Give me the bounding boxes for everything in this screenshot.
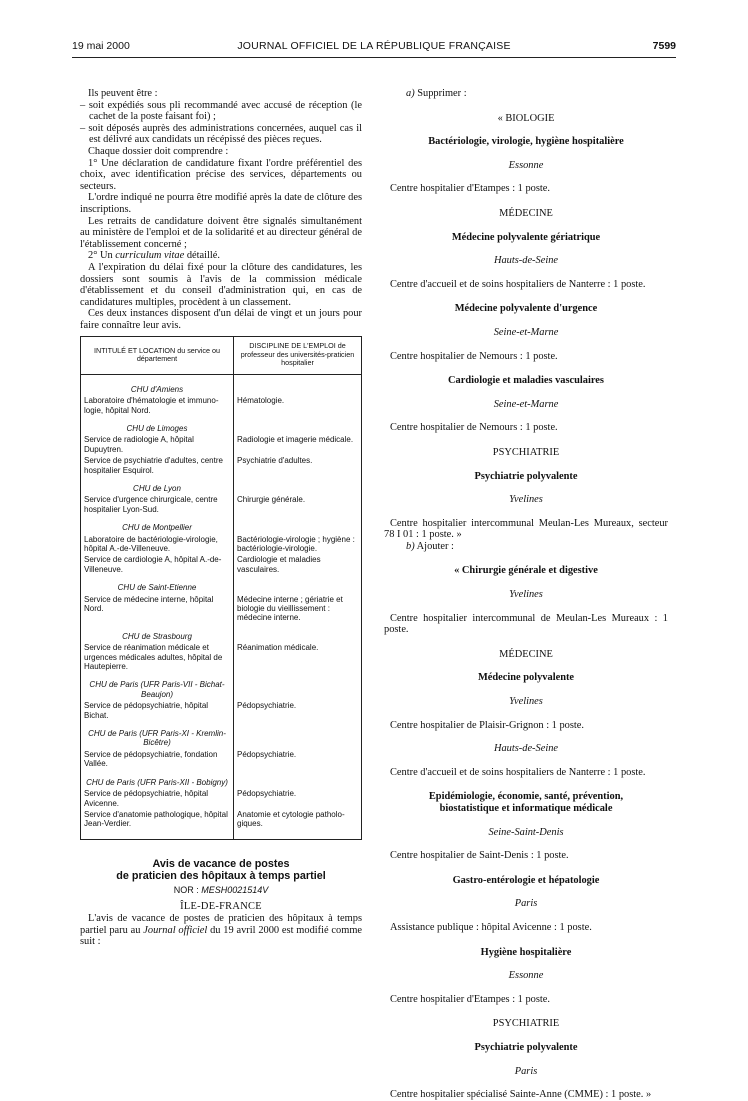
dept-sem-2: Seine-et-Marne — [493, 398, 559, 410]
b-text: Ajouter : — [414, 540, 454, 552]
supprimer-line — [384, 88, 668, 100]
page-header — [72, 40, 676, 56]
table-group-row — [81, 722, 362, 750]
avis-title — [80, 858, 362, 882]
dossier-text: Chaque dossier doit comprendre : — [88, 145, 229, 157]
table-row — [81, 535, 362, 556]
discipline-cell: Cardiologie et maladies vasculaires. — [237, 555, 321, 574]
table-empty-cell — [234, 722, 362, 750]
postes-table — [80, 336, 362, 839]
section-medecine-1: MÉDECINE — [499, 207, 553, 219]
chu-name: CHU de Limoges — [81, 417, 234, 435]
service-cell: Service de médecine interne, hôpital Nord. — [81, 595, 234, 625]
epidemio-line-1: Epidémiologie, économie, santé, prévention, — [428, 791, 624, 803]
avis-text — [80, 913, 362, 948]
table-row — [81, 789, 362, 810]
poste-nemours-2: Centre hospitalier de Nemours : 1 poste. — [390, 422, 558, 434]
table-row — [81, 750, 362, 771]
retraits-text: Les retraits de candidature doivent être signalés simultanément au ministère de l'emploi et de la solidarité et au directeur général de l'établissement concerné ; — [80, 215, 362, 250]
instances-text: Ces deux instances disposent d'un délai de vingt et un jours pour faire connaître leur avis. — [80, 308, 362, 331]
subsection-psypoly-1: Psychiatrie polyvalente — [474, 470, 578, 482]
left-column — [80, 88, 362, 948]
poste-saint-denis: Centre hospitalier de Saint-Denis : 1 poste. — [390, 850, 569, 862]
table-row — [81, 435, 362, 456]
poste-meulan-1: Centre hospitalier intercommunal Meulan-Les Mureaux, secteur 78 I 01 : 1 poste. » — [384, 517, 668, 541]
subsection-chirurgie: « Chirurgie générale et digestive — [454, 565, 598, 577]
chu-name: CHU de Paris (UFR Paris-XII - Bobigny) — [81, 771, 234, 789]
avis-text-prefix: L'avis de vacance de postes de praticien des hôpitaux à temps partiel paru au — [80, 912, 362, 936]
bullet-2: – soit déposés auprès des administrations concernées, auquel cas il est délivré aux candidats un récépissé des pièces reçues. — [80, 122, 362, 146]
section-medecine-2: MÉDECINE — [499, 648, 553, 660]
item-1: 1° Une déclaration de candidature fixant l'ordre préférentiel des choix, avec identification précise des services, départements ou secteurs. — [80, 157, 362, 192]
service-cell: Laboratoire d'hématologie et immuno-logie, hôpital Nord. — [81, 396, 234, 417]
expiration-text: A l'expiration du délai fixé pour la clôture des candidatures, les dossiers sont soumis à l'avis de la commission médicale d'établissement et du conseil d'administration qui, en cas de candidatures multiples, procèdent à un classement. — [80, 261, 362, 308]
poste-sainte-anne: Centre hospitalier spécialisé Sainte-Anne (CMME) : 1 poste. » — [390, 1089, 652, 1101]
table-group-row — [81, 417, 362, 435]
service-cell: Service d'anatomie pathologique, hôpital Jean-Verdier. — [81, 810, 234, 839]
avis-title-line-1: Avis de vacance de postes — [152, 857, 290, 870]
chu-name: CHU de Paris (UFR Paris-VII - Bichat-Beaujon) — [81, 673, 234, 701]
table-group-row — [81, 477, 362, 495]
chu-name: CHU d'Amiens — [81, 374, 234, 396]
header-rule — [72, 57, 676, 58]
table-group-row — [81, 374, 362, 396]
table-header-discipline: DISCIPLINE DE L'EMPLOI de professeur des universités-praticien hospitalier — [234, 337, 362, 374]
subsection-geriatrique: Médecine polyvalente gériatrique — [451, 231, 601, 243]
table-row — [81, 643, 362, 673]
table-empty-cell — [234, 625, 362, 643]
a-label: a) — [406, 88, 415, 99]
discipline-cell: Médecine interne ; gériatrie et biologie du vieillissement : médecine interne. — [237, 594, 343, 623]
table-row — [81, 701, 362, 722]
discipline-cell: Pédopsychiatrie. — [237, 749, 297, 759]
table-row — [81, 595, 362, 625]
dept-yvelines-1: Yvelines — [509, 494, 543, 506]
poste-plaisir: Centre hospitalier de Plaisir-Grignon : 1 poste. — [390, 719, 585, 731]
service-cell: Service de psychiatrie d'adultes, centre hospitalier Esquirol. — [81, 456, 234, 477]
item-2-prefix: 2° Un — [88, 250, 116, 262]
table-empty-cell — [234, 771, 362, 789]
service-cell: Service de pédopsychiatrie, fondation Vallée. — [81, 750, 234, 771]
discipline-cell: Radiologie et imagerie médicale. — [237, 435, 354, 445]
table-header-service: INTITULÉ ET LOCATION du service ou département — [81, 337, 234, 374]
chu-name: CHU de Saint-Etienne — [81, 576, 234, 594]
dept-ssd: Seine-Saint-Denis — [488, 826, 564, 838]
discipline-cell: Chirurgie générale. — [237, 495, 306, 505]
table-empty-cell — [234, 374, 362, 396]
dept-hds-2: Hauts-de-Seine — [493, 743, 559, 755]
table-row — [81, 456, 362, 477]
table-empty-cell — [234, 477, 362, 495]
discipline-cell: Pédopsychiatrie. — [237, 789, 297, 799]
table-empty-cell — [234, 673, 362, 701]
section-psychiatrie-2: PSYCHIATRIE — [492, 1018, 560, 1030]
table-empty-cell — [234, 417, 362, 435]
service-cell: Service de pédopsychiatrie, hôpital Bichat. — [81, 701, 234, 722]
discipline-cell: Hématologie. — [237, 396, 285, 406]
nor-label: NOR : — [173, 884, 202, 895]
section-biologie: « BIOLOGIE — [497, 112, 555, 124]
service-cell: Service d'urgence chirurgicale, centre hospitalier Lyon-Sud. — [81, 495, 234, 516]
dept-yvelines-2: Yvelines — [509, 589, 543, 601]
region-heading: ÎLE-DE-FRANCE — [180, 901, 262, 913]
discipline-cell: Pédopsychiatrie. — [237, 701, 297, 711]
avis-text-emphasis: Journal officiel — [143, 924, 208, 936]
discipline-cell: Bactériologie-virologie ; hygiène : bactériologie-virologie. — [237, 534, 355, 553]
service-cell: Service de radiologie A, hôpital Dupuytren. — [81, 435, 234, 456]
poste-nanterre-1: Centre d'accueil et de soins hospitaliers de Nanterre : 1 poste. — [390, 278, 646, 290]
table-row — [81, 495, 362, 516]
chu-name: CHU de Strasbourg — [81, 625, 234, 643]
subsection-urgence: Médecine polyvalente d'urgence — [454, 303, 598, 315]
dept-essonne-2: Essonne — [508, 970, 544, 982]
table-group-row — [81, 516, 362, 534]
chu-name: CHU de Montpellier — [81, 516, 234, 534]
table-group-row — [81, 576, 362, 594]
table-group-row — [81, 771, 362, 789]
subsection-epidemio — [384, 791, 668, 814]
epidemio-line-2: biostatistique et informatique médicale — [439, 803, 613, 814]
subsection-gastro: Gastro-entérologie et hépatologie — [452, 874, 600, 886]
table-row — [81, 396, 362, 417]
service-cell: Laboratoire de bactériologie-virologie, hôpital A.-de-Villeneuve. — [81, 535, 234, 556]
avis-text-suffix: du 19 avril 2000 est modifié comme suit : — [80, 924, 363, 948]
dept-sem-1: Seine-et-Marne — [493, 326, 559, 338]
dept-hds-1: Hauts-de-Seine — [493, 255, 559, 267]
item-2-emphasis: curriculum vitae — [115, 250, 185, 262]
nor-reference — [80, 885, 362, 897]
poste-meulan-2: Centre hospitalier intercommunal de Meulan-Les Mureaux : 1 poste. — [384, 612, 668, 636]
poste-nemours-1: Centre hospitalier de Nemours : 1 poste. — [390, 350, 558, 362]
avis-title-line-2: de praticien des hôpitaux à temps partiel — [116, 869, 326, 882]
header-page-number: 7599 — [652, 40, 676, 52]
discipline-cell: Anatomie et cytologie patholo-giques. — [237, 809, 345, 829]
subsection-bacterio: Bactériologie, virologie, hygiène hospitalière — [428, 136, 624, 148]
dept-paris-2: Paris — [514, 1065, 538, 1077]
table-row — [81, 810, 362, 839]
table-empty-cell — [234, 576, 362, 594]
subsection-psypoly-2: Psychiatrie polyvalente — [474, 1041, 578, 1053]
service-cell: Service de cardiologie A, hôpital A.-de-Villeneuve. — [81, 555, 234, 576]
table-empty-cell — [234, 516, 362, 534]
poste-nanterre-2: Centre d'accueil et de soins hospitaliers de Nanterre : 1 poste. — [390, 766, 646, 778]
nor-code: MESH0021514V — [201, 884, 269, 895]
table-row — [81, 555, 362, 576]
header-journal-title: JOURNAL OFFICIEL DE LA RÉPUBLIQUE FRANÇAISE — [237, 40, 511, 52]
ordre-text: L'ordre indiqué ne pourra être modifié après la date de clôture des inscriptions. — [80, 192, 362, 215]
intro-text: Ils peuvent être : — [88, 88, 158, 99]
item-2 — [80, 250, 362, 262]
dept-essonne-1: Essonne — [508, 159, 544, 171]
dept-paris-1: Paris — [514, 898, 538, 910]
section-psychiatrie-1: PSYCHIATRIE — [492, 446, 560, 458]
discipline-cell: Psychiatrie d'adultes. — [237, 456, 313, 466]
chu-name: CHU de Paris (UFR Paris-XI - Kremlin-Bicêtre) — [81, 722, 234, 750]
service-cell: Service de pédopsychiatrie, hôpital Avicenne. — [81, 789, 234, 810]
header-date: 19 mai 2000 — [72, 40, 130, 52]
right-column — [384, 88, 668, 1101]
subsection-medpoly: Médecine polyvalente — [477, 672, 575, 684]
b-label: b) — [406, 540, 415, 552]
discipline-cell: Réanimation médicale. — [237, 643, 319, 653]
chu-name: CHU de Lyon — [81, 477, 234, 495]
ajouter-line — [384, 541, 668, 553]
poste-avicenne: Assistance publique : hôpital Avicenne : 1 poste. — [390, 921, 592, 933]
a-text: Supprimer : — [414, 88, 467, 99]
bullet-1: – soit expédiés sous pli recommandé avec accusé de réception (le cachet de la poste faisant foi) ; — [80, 99, 362, 123]
poste-etampes-2: Centre hospitalier d'Etampes : 1 poste. — [390, 993, 551, 1005]
service-cell: Service de réanimation médicale et urgences médicales adultes, hôpital de Hautepierre. — [81, 643, 234, 673]
poste-etampes-1: Centre hospitalier d'Etampes : 1 poste. — [390, 183, 551, 195]
subsection-cardio: Cardiologie et maladies vasculaires — [448, 375, 604, 387]
table-body — [81, 374, 362, 839]
item-2-suffix: détaillé. — [184, 250, 220, 262]
subsection-hygiene: Hygiène hospitalière — [480, 946, 572, 958]
dept-yvelines-3: Yvelines — [509, 696, 543, 708]
table-group-row — [81, 625, 362, 643]
table-group-row — [81, 673, 362, 701]
